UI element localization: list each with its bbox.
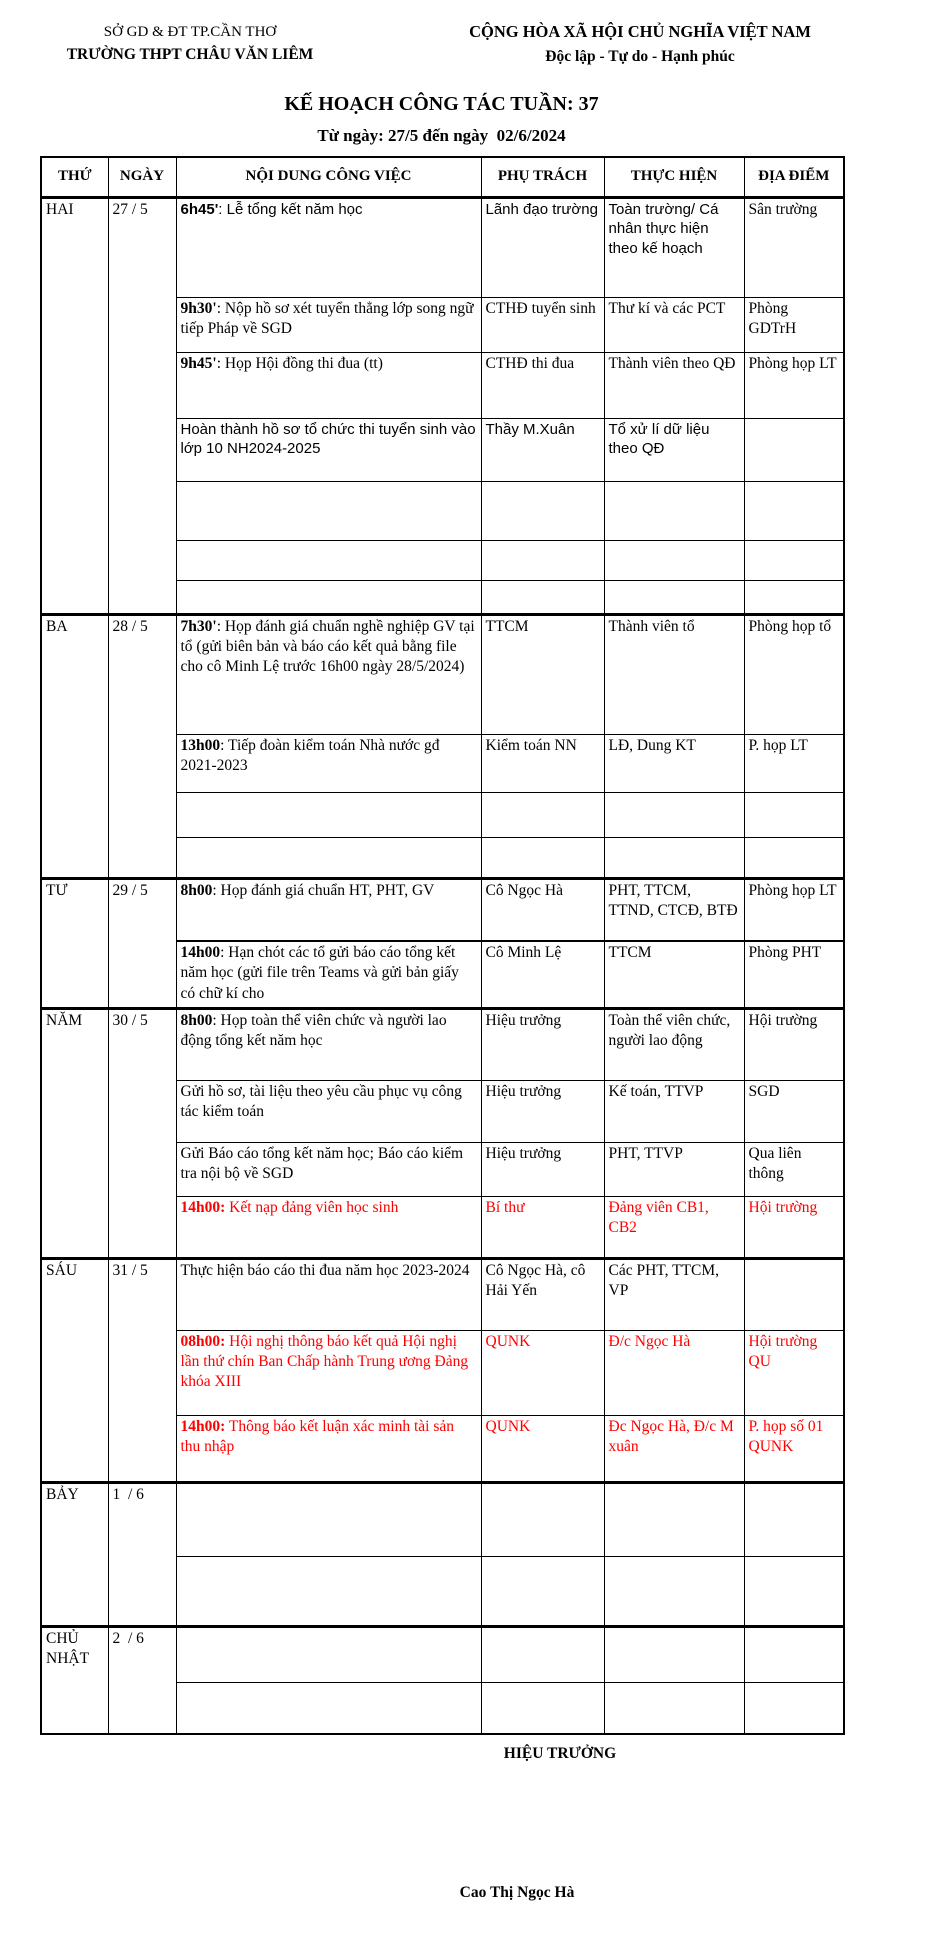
- column-header-thuchien: THỰC HIỆN: [604, 157, 744, 197]
- national-motto-line2: Độc lập - Tự do - Hạnh phúc: [545, 48, 735, 65]
- task-text: : Họp đánh giá chuẩn nghề nghiệp GV tại tổ (gửi biên bản và báo cáo kết quả bằng file cho cô Minh Lệ trước 16h00 ngày 28/5/2024): [180, 617, 475, 676]
- executor-cell: [604, 481, 744, 540]
- task-cell: [176, 792, 481, 837]
- executor-cell: Toàn thể viên chức, người lao động: [604, 1008, 744, 1080]
- column-header-thu: THỨ: [41, 157, 108, 197]
- task-cell: [176, 1556, 481, 1626]
- day-name-cell: CHỦ NHẬT: [41, 1626, 108, 1734]
- task-cell: [176, 1682, 481, 1734]
- task-text: : Hạn chót các tổ gửi báo cáo tổng kết năm học (gửi file trên Teams và gửi bản giấy có chữ kí cho: [180, 944, 459, 1002]
- location-cell: Phòng họp tổ: [744, 614, 844, 734]
- column-header-ngay: NGÀY: [108, 157, 176, 197]
- executor-cell: [604, 792, 744, 837]
- location-cell: [744, 1556, 844, 1626]
- task-time: 8h00: [180, 881, 213, 899]
- task-cell: [176, 614, 481, 734]
- location-cell: SGD: [744, 1080, 844, 1142]
- location-cell: [744, 418, 844, 481]
- executor-cell: Tổ xử lí dữ liệu theo QĐ: [604, 418, 744, 481]
- task-time: 9h45': [180, 354, 217, 372]
- location-cell: Phòng GDTrH: [744, 297, 844, 352]
- day-name-cell: HAI: [41, 197, 108, 614]
- lead-cell: QUNK: [481, 1415, 604, 1482]
- lead-cell: Kiểm toán NN: [481, 734, 604, 792]
- day-name-cell: NĂM: [41, 1008, 108, 1258]
- lead-cell: CTHĐ thi đua: [481, 352, 604, 418]
- executor-cell: Đ/c Ngọc Hà: [604, 1330, 744, 1415]
- task-text: Gửi hồ sơ, tài liệu theo yêu cầu phục vụ công tác kiểm toán: [180, 1082, 462, 1120]
- lead-cell: Hiệu trưởng: [481, 1142, 604, 1196]
- executor-cell: Kế toán, TTVP: [604, 1080, 744, 1142]
- task-cell: [176, 540, 481, 580]
- task-time: 14h00:: [180, 1198, 226, 1216]
- task-text: Gửi Báo cáo tổng kết năm học; Báo cáo kiểm tra nội bộ về SGD: [180, 1144, 464, 1182]
- executor-cell: Đc Ngọc Hà, Đ/c M xuân: [604, 1415, 744, 1482]
- day-date-cell: 28 / 5: [108, 614, 176, 878]
- day-name-cell: SÁU: [41, 1258, 108, 1482]
- location-cell: [744, 1626, 844, 1682]
- location-cell: [744, 481, 844, 540]
- task-cell: [176, 878, 481, 941]
- day-date-cell: 2 / 6: [108, 1626, 176, 1734]
- task-text: : Họp đánh giá chuẩn HT, PHT, GV: [212, 881, 435, 899]
- day-date-cell: 29 / 5: [108, 878, 176, 1008]
- org-department: SỞ GD & ĐT TP.CẦN THƠ: [103, 24, 277, 40]
- executor-cell: [604, 1626, 744, 1682]
- executor-cell: [604, 837, 744, 878]
- lead-cell: [481, 1682, 604, 1734]
- lead-cell: Cô Ngọc Hà: [481, 878, 604, 941]
- national-motto-line1: CỘNG HÒA XÃ HỘI CHỦ NGHĨA VIỆT NAM: [469, 22, 811, 41]
- location-cell: [744, 1682, 844, 1734]
- task-text: : Lễ tổng kết năm học: [218, 200, 363, 218]
- task-time: 13h00: [180, 736, 221, 754]
- header-left-block: [48, 24, 332, 64]
- location-cell: Phòng họp LT: [744, 352, 844, 418]
- lead-cell: Hiệu trưởng: [481, 1080, 604, 1142]
- executor-cell: [604, 1556, 744, 1626]
- page-title: KẾ HOẠCH CÔNG TÁC TUẦN: 37: [284, 93, 599, 115]
- task-text: Hội nghị thông báo kết quả Hội nghị lần thứ chín Ban Chấp hành Trung ương Đảng khóa XIII: [180, 1332, 469, 1391]
- task-time: 6h45': [180, 200, 219, 218]
- column-header-diadiem: ĐỊA ĐIỂM: [744, 157, 844, 197]
- executor-cell: Thư kí và các PCT: [604, 297, 744, 352]
- lead-cell: [481, 1556, 604, 1626]
- executor-cell: Toàn trường/ Cá nhân thực hiện theo kế hoạch: [604, 197, 744, 297]
- lead-cell: [481, 792, 604, 837]
- day-date-cell: 27 / 5: [108, 197, 176, 614]
- executor-cell: [604, 1482, 744, 1556]
- location-cell: [744, 580, 844, 614]
- task-text: : Nộp hồ sơ xét tuyển thẳng lớp song ngữ tiếp Pháp về SGD: [180, 299, 474, 337]
- executor-cell: [604, 580, 744, 614]
- executor-cell: [604, 1682, 744, 1734]
- executor-cell: TTCM: [604, 941, 744, 1008]
- signature-title: HIỆU TRƯỞNG: [503, 1745, 617, 1762]
- task-cell: [176, 580, 481, 614]
- lead-cell: CTHĐ tuyển sinh: [481, 297, 604, 352]
- table-header-row: [41, 157, 844, 197]
- task-cell: [176, 352, 481, 418]
- location-cell: [744, 1258, 844, 1330]
- task-time: 9h30': [180, 299, 217, 317]
- task-time: 08h00:: [180, 1332, 226, 1350]
- lead-cell: [481, 580, 604, 614]
- location-cell: P. họp LT: [744, 734, 844, 792]
- executor-cell: Thành viên theo QĐ: [604, 352, 744, 418]
- task-cell: [176, 1196, 481, 1258]
- executor-cell: [604, 540, 744, 580]
- task-text: : Tiếp đoàn kiểm toán Nhà nước gđ 2021-2023: [180, 736, 440, 774]
- schedule-table: [40, 156, 845, 1735]
- lead-cell: Cô Minh Lệ: [481, 941, 604, 1008]
- lead-cell: [481, 540, 604, 580]
- table-row: [41, 1482, 844, 1556]
- task-time: 7h30': [180, 617, 217, 635]
- lead-cell: [481, 481, 604, 540]
- task-cell: [176, 734, 481, 792]
- table-row: [41, 1626, 844, 1682]
- location-cell: Hội trường QU: [744, 1330, 844, 1415]
- location-cell: Qua liên thông: [744, 1142, 844, 1196]
- day-name-cell: BẢY: [41, 1482, 108, 1626]
- executor-cell: PHT, TTVP: [604, 1142, 744, 1196]
- executor-cell: PHT, TTCM, TTND, CTCĐ, BTĐ: [604, 878, 744, 941]
- task-cell: [176, 418, 481, 481]
- day-date-cell: 30 / 5: [108, 1008, 176, 1258]
- location-cell: [744, 837, 844, 878]
- location-cell: [744, 792, 844, 837]
- day-name-cell: TƯ: [41, 878, 108, 1008]
- lead-cell: Thầy M.Xuân: [481, 418, 604, 481]
- column-header-phutrach: PHỤ TRÁCH: [481, 157, 604, 197]
- task-cell: [176, 297, 481, 352]
- task-cell: [176, 1258, 481, 1330]
- task-text: Kết nạp đảng viên học sinh: [225, 1198, 399, 1216]
- task-cell: [176, 941, 481, 1008]
- column-header-noidung: NỘI DUNG CÔNG VIỆC: [176, 157, 481, 197]
- task-time: 8h00: [180, 1011, 213, 1029]
- lead-cell: QUNK: [481, 1330, 604, 1415]
- executor-cell: Thành viên tổ: [604, 614, 744, 734]
- task-cell: [176, 197, 481, 297]
- location-cell: Sân trường: [744, 197, 844, 297]
- table-row: [41, 1008, 844, 1080]
- location-cell: Hội trường: [744, 1008, 844, 1080]
- task-text: : Họp toàn thể viên chức và người lao động tổng kết năm học: [180, 1011, 447, 1049]
- task-text: Thông báo kết luận xác minh tài sản thu nhập: [180, 1417, 455, 1455]
- lead-cell: TTCM: [481, 614, 604, 734]
- task-text: Hoàn thành hồ sơ tổ chức thi tuyển sinh vào lớp 10 NH2024-2025: [180, 420, 476, 457]
- table-row: [41, 197, 844, 297]
- executor-cell: Đảng viên CB1, CB2: [604, 1196, 744, 1258]
- header-right-block: [382, 22, 898, 66]
- location-cell: Phòng PHT: [744, 941, 844, 1008]
- location-cell: P. họp số 01 QUNK: [744, 1415, 844, 1482]
- task-cell: [176, 1626, 481, 1682]
- lead-cell: [481, 1482, 604, 1556]
- lead-cell: Cô Ngọc Hà, cô Hải Yến: [481, 1258, 604, 1330]
- day-date-cell: 31 / 5: [108, 1258, 176, 1482]
- lead-cell: Hiệu trưởng: [481, 1008, 604, 1080]
- org-school: TRƯỜNG THPT CHÂU VĂN LIÊM: [66, 46, 314, 63]
- lead-cell: [481, 1626, 604, 1682]
- task-cell: [176, 1415, 481, 1482]
- task-text: : Họp Hội đồng thi đua (tt): [216, 354, 383, 372]
- signature-name: Cao Thị Ngọc Hà: [459, 1884, 575, 1901]
- table-row: [41, 878, 844, 941]
- day-date-cell: 1 / 6: [108, 1482, 176, 1626]
- task-time: 14h00:: [180, 1417, 226, 1435]
- lead-cell: Lãnh đạo trường: [481, 197, 604, 297]
- task-cell: [176, 1008, 481, 1080]
- task-cell: [176, 481, 481, 540]
- lead-cell: [481, 837, 604, 878]
- task-cell: [176, 1330, 481, 1415]
- task-cell: [176, 1142, 481, 1196]
- lead-cell: Bí thư: [481, 1196, 604, 1258]
- task-time: 14h00: [180, 944, 221, 961]
- location-cell: Hội trường: [744, 1196, 844, 1258]
- table-row: [41, 614, 844, 734]
- day-name-cell: BA: [41, 614, 108, 878]
- location-cell: [744, 1482, 844, 1556]
- location-cell: [744, 540, 844, 580]
- task-text: Thực hiện báo cáo thi đua năm học 2023-2024: [180, 1261, 470, 1279]
- executor-cell: Các PHT, TTCM, VP: [604, 1258, 744, 1330]
- executor-cell: LĐ, Dung KT: [604, 734, 744, 792]
- task-cell: [176, 1080, 481, 1142]
- task-cell: [176, 1482, 481, 1556]
- location-cell: Phòng họp LT: [744, 878, 844, 941]
- task-cell: [176, 837, 481, 878]
- table-row: [41, 1258, 844, 1330]
- date-range: Từ ngày: 27/5 đến ngày 02/6/2024: [317, 126, 566, 145]
